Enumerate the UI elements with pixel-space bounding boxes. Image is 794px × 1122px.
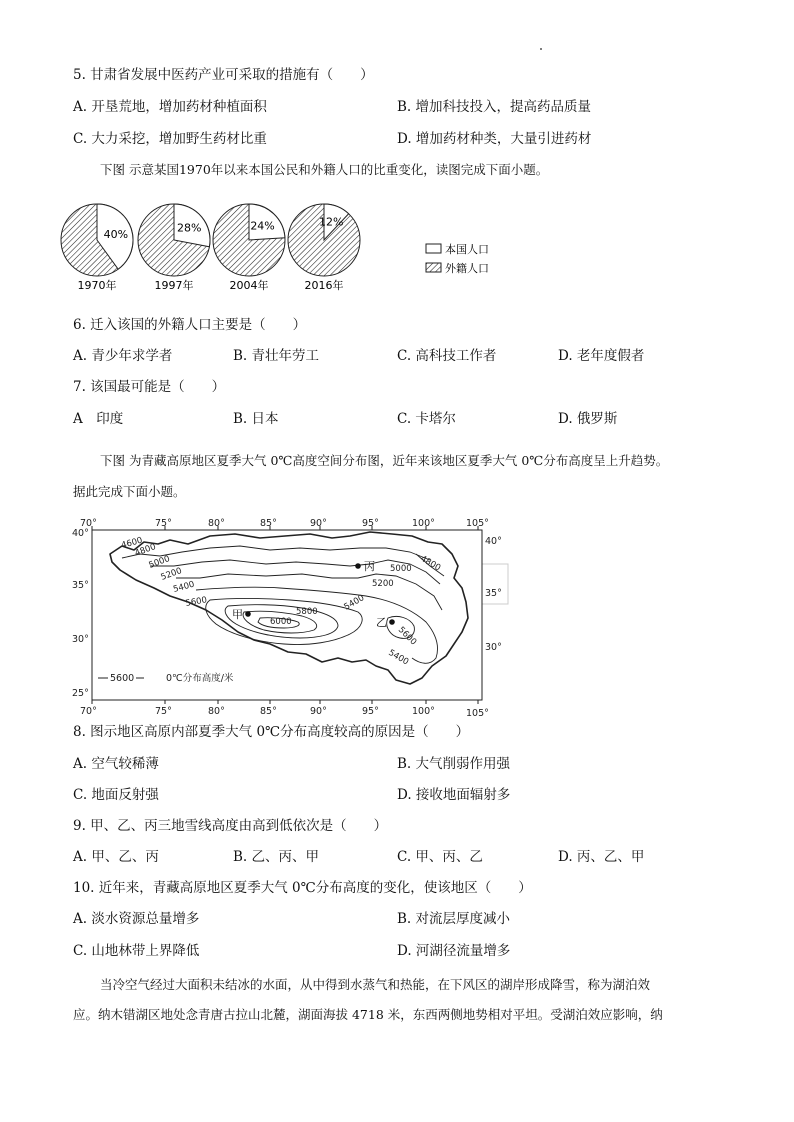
lon-label-top-105: 105° xyxy=(466,518,489,529)
pie-percent-label: 40% xyxy=(103,227,129,241)
q5-option-d[interactable]: D. 增加药材种类，大量引进药材 xyxy=(397,131,592,147)
q8-option-c[interactable]: C. 地面反射强 xyxy=(73,787,159,803)
contour-label-5400-se: 5400 xyxy=(386,647,411,668)
pie-year-label: 1970年 xyxy=(77,279,117,292)
map-legend-value: 5600 xyxy=(110,673,135,684)
pie-3 xyxy=(288,204,360,292)
lon-label-bottom-70: 70° xyxy=(80,706,97,717)
contour-label-5800: 5800 xyxy=(296,607,318,617)
q6-option-b[interactable]: B. 青壮年劳工 xyxy=(233,348,320,364)
q10-stem: 10. 近年来，青藏高原地区夏季大气 0℃分布高度的变化，使该地区（ ） xyxy=(73,880,532,896)
pie-percent-label: 28% xyxy=(177,221,202,235)
lon-label-bottom-80: 80° xyxy=(208,706,225,717)
lat-label-left-30: 30° xyxy=(72,634,89,645)
pie-percent-label: 12% xyxy=(319,215,344,229)
contour-label-5200-e: 5200 xyxy=(372,579,394,589)
lon-label-top-80: 80° xyxy=(208,518,225,529)
q5-option-b[interactable]: B. 增加科技投入，提高药品质量 xyxy=(397,99,592,115)
pie-legend xyxy=(426,242,489,275)
intro-map-line2: 据此完成下面小题。 xyxy=(73,484,186,499)
lat-label-left-25: 25° xyxy=(72,688,89,699)
contour-label-5400-w: 5400 xyxy=(172,579,196,595)
q9-stem: 9. 甲、乙、丙三地雪线高度由高到低依次是（ ） xyxy=(73,818,388,834)
q8-stem: 8. 图示地区高原内部夏季大气 0℃分布高度较高的原因是（ ） xyxy=(73,724,470,740)
point-bing-label: 丙 xyxy=(364,560,375,573)
q8-option-a[interactable]: A. 空气较稀薄 xyxy=(73,756,159,772)
q6-option-a[interactable]: A. 青少年求学者 xyxy=(73,348,173,364)
pie-0 xyxy=(61,204,133,292)
contour-label-5600-e: 5600 xyxy=(395,625,419,648)
q9-option-b[interactable]: B. 乙、丙、甲 xyxy=(233,849,320,865)
contour-label-5200-w: 5200 xyxy=(159,566,184,583)
contour-label-5000-w: 5000 xyxy=(147,554,172,571)
lat-label-right-35: 35° xyxy=(485,588,502,599)
paragraph-line1: 当冷空气经过大面积未结冰的水面，从中得到水蒸气和热能，在下风区的湖岸形成降雪，称为湖泊效 xyxy=(100,977,651,992)
q10-option-b[interactable]: B. 对流层厚度减小 xyxy=(397,911,511,927)
lon-label-top-75: 75° xyxy=(155,518,172,529)
lon-label-bottom-105: 105° xyxy=(466,708,489,719)
lon-label-bottom-90: 90° xyxy=(310,706,327,717)
pie-year-label: 1997年 xyxy=(154,279,194,292)
q7-option-d[interactable]: D. 俄罗斯 xyxy=(558,411,618,427)
lon-label-top-70: 70° xyxy=(80,518,97,529)
tibet-zero-degree-map xyxy=(70,514,510,720)
q7-option-c[interactable]: C. 卡塔尔 xyxy=(397,411,456,427)
legend-native-swatch xyxy=(426,244,441,253)
q8-option-b[interactable]: B. 大气削弱作用强 xyxy=(397,756,511,772)
q9-option-a[interactable]: A. 甲、乙、丙 xyxy=(73,849,159,865)
lon-label-bottom-100: 100° xyxy=(412,706,435,717)
lon-label-bottom-95: 95° xyxy=(362,706,379,717)
contour-label-4800-e: 4800 xyxy=(418,553,443,574)
contour-label-4600: 4600 xyxy=(120,535,144,551)
q7-option-b[interactable]: B. 日本 xyxy=(233,411,279,427)
pie-year-label: 2016年 xyxy=(304,279,344,292)
stray-dot xyxy=(540,48,542,50)
pie-1 xyxy=(138,204,210,292)
point-bing-marker xyxy=(355,563,361,569)
q10-option-c[interactable]: C. 山地林带上界降低 xyxy=(73,943,200,959)
q9-option-d[interactable]: D. 丙、乙、甲 xyxy=(558,849,645,865)
lat-label-left-40: 40° xyxy=(72,528,89,539)
q6-option-c[interactable]: C. 高科技工作者 xyxy=(397,348,497,364)
lat-label-right-30: 30° xyxy=(485,642,502,653)
pie-year-label: 2004年 xyxy=(229,279,269,292)
intro-map-line1: 下图 为青藏高原地区夏季大气 0℃高度空间分布图，近年来该地区夏季大气 0℃分布高度呈上升趋势。 xyxy=(100,453,669,468)
lat-label-right-40: 40° xyxy=(485,536,502,547)
point-yi-marker xyxy=(389,619,395,625)
contour-label-4800-w: 4800 xyxy=(133,542,158,559)
q5-stem: 5. 甘肃省发展中医药产业可采取的措施有（ ） xyxy=(73,67,374,83)
pie-percent-label: 24% xyxy=(250,219,275,233)
q9-option-c[interactable]: C. 甲、丙、乙 xyxy=(397,849,483,865)
contour-label-6000: 6000 xyxy=(270,617,292,627)
map-legend xyxy=(98,672,234,684)
lat-label-left-35: 35° xyxy=(72,580,89,591)
lon-label-top-95: 95° xyxy=(362,518,379,529)
point-jia-label: 甲 xyxy=(232,608,243,621)
q8-option-d[interactable]: D. 接收地面辐射多 xyxy=(397,787,511,803)
q7-stem: 7. 该国最可能是（ ） xyxy=(73,379,226,395)
q5-option-c[interactable]: C. 大力采挖，增加野生药材比重 xyxy=(73,131,267,147)
contour-label-5400-c: 5400 xyxy=(342,593,367,613)
point-yi-label: 乙 xyxy=(376,616,387,629)
lon-label-bottom-85: 85° xyxy=(260,706,277,717)
legend-native-label: 本国人口 xyxy=(445,243,489,256)
pie-chart-figure xyxy=(60,200,510,302)
q6-option-d[interactable]: D. 老年度假者 xyxy=(558,348,645,364)
q10-option-a[interactable]: A. 淡水资源总量增多 xyxy=(73,911,200,927)
lon-label-top-100: 100° xyxy=(412,518,435,529)
q10-option-d[interactable]: D. 河湖径流量增多 xyxy=(397,943,511,959)
intro-pie: 下图 示意某国1970年以来本国公民和外籍人口的比重变化，读图完成下面小题。 xyxy=(100,162,549,177)
q6-stem: 6. 迁入该国的外籍人口主要是（ ） xyxy=(73,317,307,333)
lon-label-bottom-75: 75° xyxy=(155,706,172,717)
paragraph-line2: 应。纳木错湖区地处念青唐古拉山北麓，湖面海拔 4718 米，东西两侧地势相对平坦。受湖泊效应影响，纳 xyxy=(73,1007,663,1022)
contour-label-5600-w: 5600 xyxy=(184,595,208,609)
pie-2 xyxy=(213,204,285,292)
q7-option-a[interactable]: A 印度 xyxy=(73,411,124,427)
contour-label-5000-e: 5000 xyxy=(390,564,412,574)
q5-option-a[interactable]: A. 开垦荒地，增加药材种植面积 xyxy=(73,99,267,115)
legend-foreign-label: 外籍人口 xyxy=(445,262,489,275)
lon-label-top-90: 90° xyxy=(310,518,327,529)
point-jia-marker xyxy=(245,611,251,617)
legend-foreign-swatch xyxy=(426,263,441,272)
map-legend-text: 0℃分布高度/米 xyxy=(166,673,234,684)
lon-label-top-85: 85° xyxy=(260,518,277,529)
